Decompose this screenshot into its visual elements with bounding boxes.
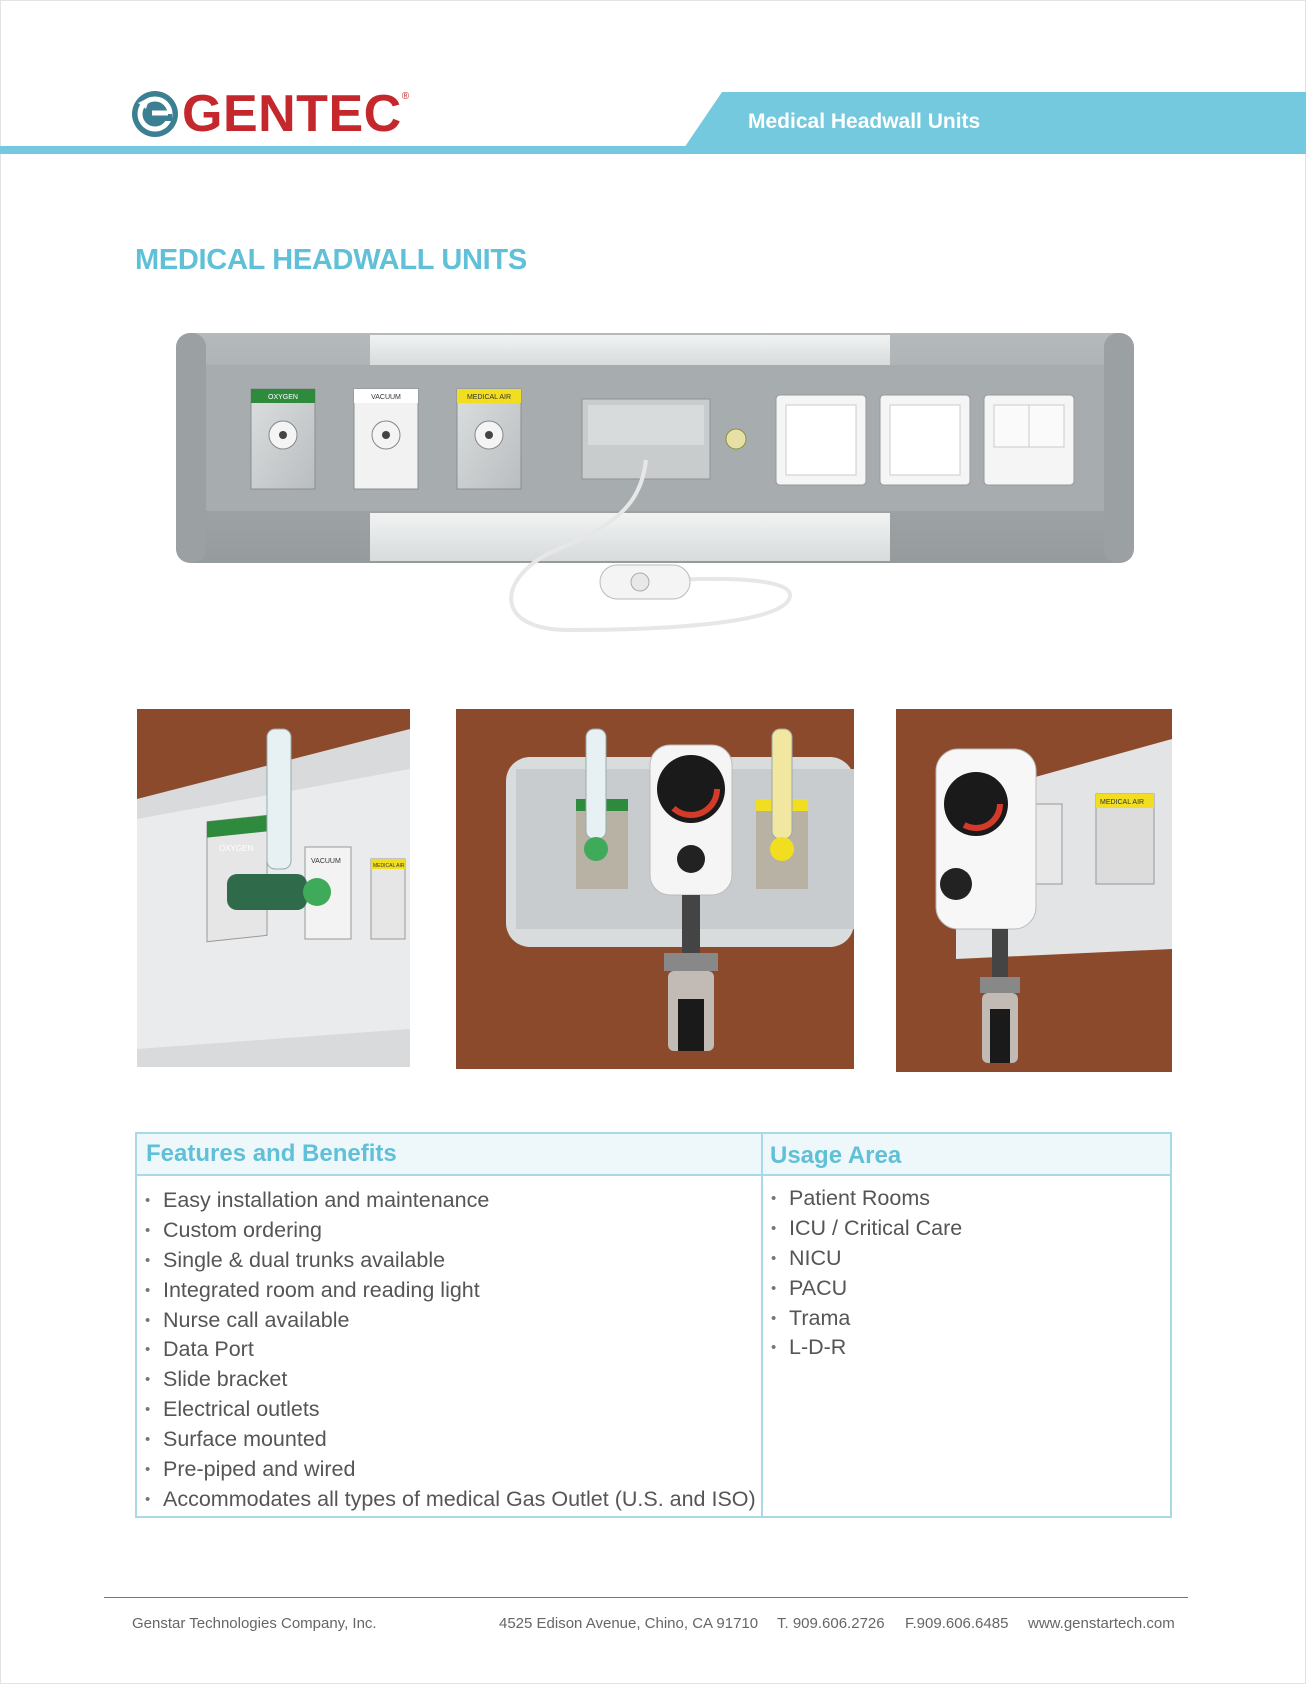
feature-item: Pre-piped and wired (163, 1457, 356, 1482)
bullet: • (771, 1219, 777, 1237)
usage-item: Trama (789, 1305, 851, 1330)
features-table (135, 1132, 1172, 1518)
light-switch (984, 395, 1074, 485)
bullet: • (771, 1309, 777, 1327)
registered-mark: ® (401, 90, 410, 102)
footer-website[interactable]: www.genstartech.com (1028, 1615, 1175, 1632)
usage-item: L-D-R (789, 1335, 847, 1360)
features-heading: Features and Benefits (146, 1140, 397, 1167)
footer-address: 4525 Edison Avenue, Chino, CA 91710 (499, 1615, 759, 1632)
list-item (145, 1276, 756, 1306)
page-title: MEDICAL HEADWALL UNITS (135, 244, 527, 276)
list-item (145, 1216, 756, 1246)
gentec-logo (130, 86, 409, 142)
hero-outlet-label: MEDICAL AIR (466, 394, 512, 401)
bullet: • (771, 1279, 777, 1297)
usage-item: PACU (789, 1275, 848, 1300)
footer-company: Genstar Technologies Company, Inc. (132, 1615, 377, 1632)
bullet: • (145, 1192, 151, 1209)
electrical-outlet (776, 395, 866, 485)
bullet: • (145, 1341, 151, 1359)
list-item (145, 1485, 756, 1515)
bullet: • (771, 1190, 777, 1207)
feature-item: Single & dual trunks available (163, 1247, 446, 1272)
list-item (771, 1214, 962, 1244)
brand-name: GENTEC (182, 85, 402, 143)
photo1-label: OXYGEN (219, 844, 254, 853)
bullet: • (145, 1311, 151, 1329)
feature-item: Surface mounted (163, 1427, 327, 1452)
usage-item: ICU / Critical Care (789, 1215, 963, 1240)
feature-item: Nurse call available (163, 1307, 350, 1332)
bullet: • (145, 1490, 151, 1508)
headwall-photo-oxygen (137, 709, 410, 1067)
medical-air-outlet-plate (457, 389, 521, 489)
footer-fax: F.909.606.6485 (905, 1615, 1009, 1632)
footer-rule (104, 1597, 1188, 1598)
vacuum-outlet-plate (354, 389, 418, 489)
headwall-photo-medical-air (896, 709, 1172, 1072)
bullet: • (145, 1371, 151, 1389)
footer-phone: T. 909.606.2726 (777, 1615, 885, 1632)
feature-item: Integrated room and reading light (163, 1277, 480, 1302)
usage-item: NICU (789, 1245, 842, 1270)
bullet: • (145, 1401, 151, 1419)
usage-list (771, 1184, 962, 1363)
bullet: • (145, 1281, 151, 1299)
photo1-label: MEDICAL AIR (373, 863, 405, 869)
bullet: • (145, 1221, 151, 1239)
list-item (771, 1304, 962, 1334)
list-item (145, 1395, 756, 1425)
feature-item: Custom ordering (163, 1217, 322, 1242)
feature-item: Accommodates all types of medical Gas Outlet (U.S. and ISO) (163, 1486, 756, 1511)
list-item (771, 1244, 962, 1274)
list-item (145, 1455, 756, 1485)
oxygen-outlet-plate (251, 389, 315, 489)
bullet: • (145, 1431, 151, 1449)
bullet: • (145, 1461, 151, 1479)
header-band (0, 146, 700, 154)
photo1-label: VACUUM (311, 858, 341, 865)
hero-outlet-label: VACUUM (371, 394, 401, 401)
list-item (145, 1186, 756, 1216)
usage-item: Patient Rooms (789, 1186, 931, 1210)
list-item (145, 1425, 756, 1455)
list-item (145, 1246, 756, 1276)
list-item (771, 1184, 962, 1214)
list-item (145, 1335, 756, 1365)
column-divider (761, 1134, 763, 1516)
photo3-label: MEDICAL AIR (1100, 799, 1145, 806)
header-tab-label: Medical Headwall Units (748, 110, 981, 133)
list-item (771, 1274, 962, 1304)
bullet: • (145, 1251, 151, 1269)
list-item (145, 1365, 756, 1395)
electrical-outlet (880, 395, 970, 485)
bullet: • (771, 1339, 777, 1357)
hero-outlet-label: OXYGEN (268, 394, 298, 401)
headwall-unit-image (170, 325, 1140, 665)
list-item (771, 1333, 962, 1363)
usage-heading: Usage Area (770, 1142, 902, 1169)
feature-item: Slide bracket (163, 1367, 288, 1392)
headwall-photo-vacuum-regulator (456, 709, 854, 1069)
bullet: • (771, 1249, 777, 1267)
features-list (145, 1186, 756, 1515)
feature-item: Electrical outlets (163, 1397, 320, 1422)
feature-item: Data Port (163, 1337, 254, 1362)
gentec-logo-icon (130, 89, 180, 139)
feature-item: Easy installation and maintenance (163, 1188, 490, 1212)
list-item (145, 1306, 756, 1336)
